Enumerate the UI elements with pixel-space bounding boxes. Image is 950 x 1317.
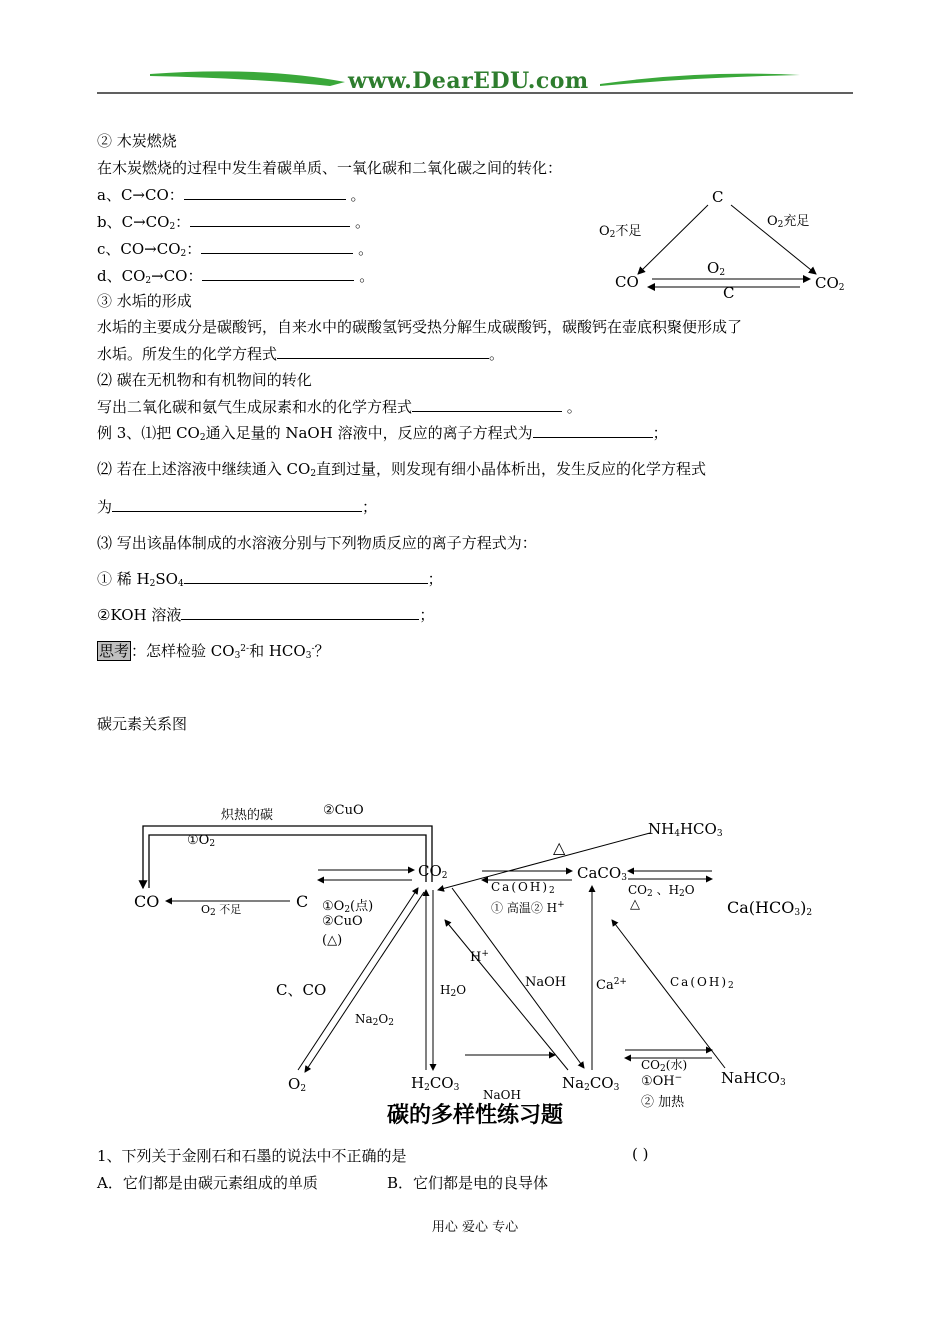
scale-paragraph-line2: 水垢。所发生的化学方程式 。: [97, 345, 505, 363]
node-c: C: [296, 892, 309, 911]
node-o2: $O_2$: [288, 1075, 307, 1094]
conversion-item-c: c、$CO\to CO_2$： 。: [97, 240, 374, 259]
node-cahco3: $Ca(HCO_3)_2$: [727, 898, 813, 918]
triangle-node-co: CO: [615, 273, 639, 291]
scale-paragraph-line1: 水垢的主要成分是碳酸钙，自来水中的碳酸氢钙受热分解生成碳酸钙，碳酸钙在壶底积聚便形成了: [97, 318, 743, 336]
example3-line4: ⑶ 写出该晶体制成的水溶液分别与下列物质反应的离子方程式为：: [97, 534, 537, 552]
label-ca2-plus: $Ca^{2+}$: [596, 977, 627, 993]
node-co: CO: [134, 892, 160, 911]
label-co2-h2o: $CO_2$ 、$H_2O$: [628, 883, 695, 899]
label-cuo-2: ②CuO: [322, 914, 363, 929]
example3-line3: 为 ；: [97, 498, 378, 516]
site-logo-text: www.DearEDU.com: [348, 68, 589, 94]
label-cuo-top: ②CuO: [323, 803, 364, 818]
node-nh4hco3: $NH_4HCO_3$: [648, 820, 723, 839]
conversion-item-a: a、C→CO： 。: [97, 186, 366, 204]
example3-line1: 例 3、⑴把 $CO_2$通入足量的 NaOH 溶液中，反应的离子方程式为 ；: [97, 424, 668, 443]
label-o2-ignite: $①O_2$(点): [322, 899, 374, 915]
node-nahco3: NaHCO$_3$: [721, 1069, 786, 1088]
example3-line2: ⑵ 若在上述溶液中继续通入 $CO_2$直到过量，则发现有细小晶体析出，发生反应的化学方程式: [97, 460, 707, 479]
label-hot-carbon: 炽热的碳: [221, 808, 274, 823]
label-co2-water: $CO_2$(水): [641, 1058, 688, 1074]
exercise-title: 碳的多样性练习题: [386, 1103, 563, 1128]
label-c-co: C、CO: [276, 981, 327, 999]
question-1-answer-paren[interactable]: ( ): [632, 1145, 649, 1163]
label-high-temp-h: ① 高温② H+: [491, 900, 565, 915]
example3-line6: ②KOH 溶液 ；: [97, 606, 435, 624]
label-o2-insufficient: $O_2$ 不足: [201, 903, 242, 918]
label-delta-nh4: △: [553, 838, 566, 857]
example3-line5: ① 稀 $H_2SO_4$ ；: [97, 570, 443, 589]
conversion-item-b: b、$C\to CO_2$： 。: [97, 213, 370, 232]
question-1: 1、下列关于金刚石和石墨的说法中不正确的是: [97, 1147, 407, 1165]
triangle-node-c: C: [712, 188, 724, 206]
node-co2: $CO_2$: [418, 862, 448, 881]
triangle-label-bottom-c: C: [723, 284, 735, 302]
conversion-item-d: d、$CO_2\to CO$： 。: [97, 267, 375, 286]
think-question: 思考 ：怎样检验 $CO_3^{2-}$和 $HCO_3^-$？: [99, 642, 330, 661]
label-naoh-2: NaOH: [483, 1088, 521, 1102]
triangle-label-o2-insufficient: $O_2$不足: [599, 224, 642, 240]
label-heat-triangle: (△): [322, 933, 343, 948]
label-h2o: $H_2O$: [440, 983, 467, 999]
think-label: 思考: [99, 642, 130, 660]
label-heating: ② 加热: [641, 1095, 685, 1110]
footer-text: 用心 爱心 专心: [431, 1220, 519, 1235]
charcoal-heading: ② 木炭燃烧: [97, 132, 177, 150]
label-na2o2: $Na_2O_2$: [355, 1012, 394, 1028]
node-h2co3: $H_2CO_3$: [411, 1074, 460, 1093]
triangle-label-o2-sufficient: $O_2$充足: [767, 214, 810, 230]
triangle-label-top-o2: $O_2$: [707, 259, 726, 278]
node-na2co3: $Na_2CO_3$: [562, 1074, 620, 1093]
organic-question: 写出二氧化碳和氨气生成尿素和水的化学方程式 。: [97, 398, 582, 416]
label-delta-right: △: [630, 897, 640, 912]
organic-heading: ⑵ 碳在无机物和有机物间的转化: [97, 371, 312, 389]
node-caco3: CaCO$_3$: [577, 864, 627, 883]
triangle-node-co2: $CO_2$: [815, 274, 845, 293]
charcoal-intro: 在木炭燃烧的过程中发生着碳单质、一氧化碳和二氧化碳之间的转化：: [97, 159, 563, 177]
scale-heading: ③ 水垢的形成: [97, 292, 192, 310]
question-1-option-b[interactable]: B．它们都是电的良导体: [387, 1174, 549, 1192]
relation-diagram-label: 碳元素关系图: [97, 715, 188, 733]
label-o2-top: $①O_2$: [187, 833, 216, 849]
label-h-plus: H+: [470, 949, 489, 965]
label-caoh2: $Ca(OH)_2$: [491, 880, 557, 896]
label-oh-minus: ①OH−: [641, 1073, 683, 1089]
question-1-option-a[interactable]: A．它们都是由碳元素组成的单质: [97, 1174, 318, 1192]
label-caoh2-right: $Ca(OH)_2$: [670, 975, 736, 991]
label-naoh-1: NaOH: [525, 975, 567, 990]
